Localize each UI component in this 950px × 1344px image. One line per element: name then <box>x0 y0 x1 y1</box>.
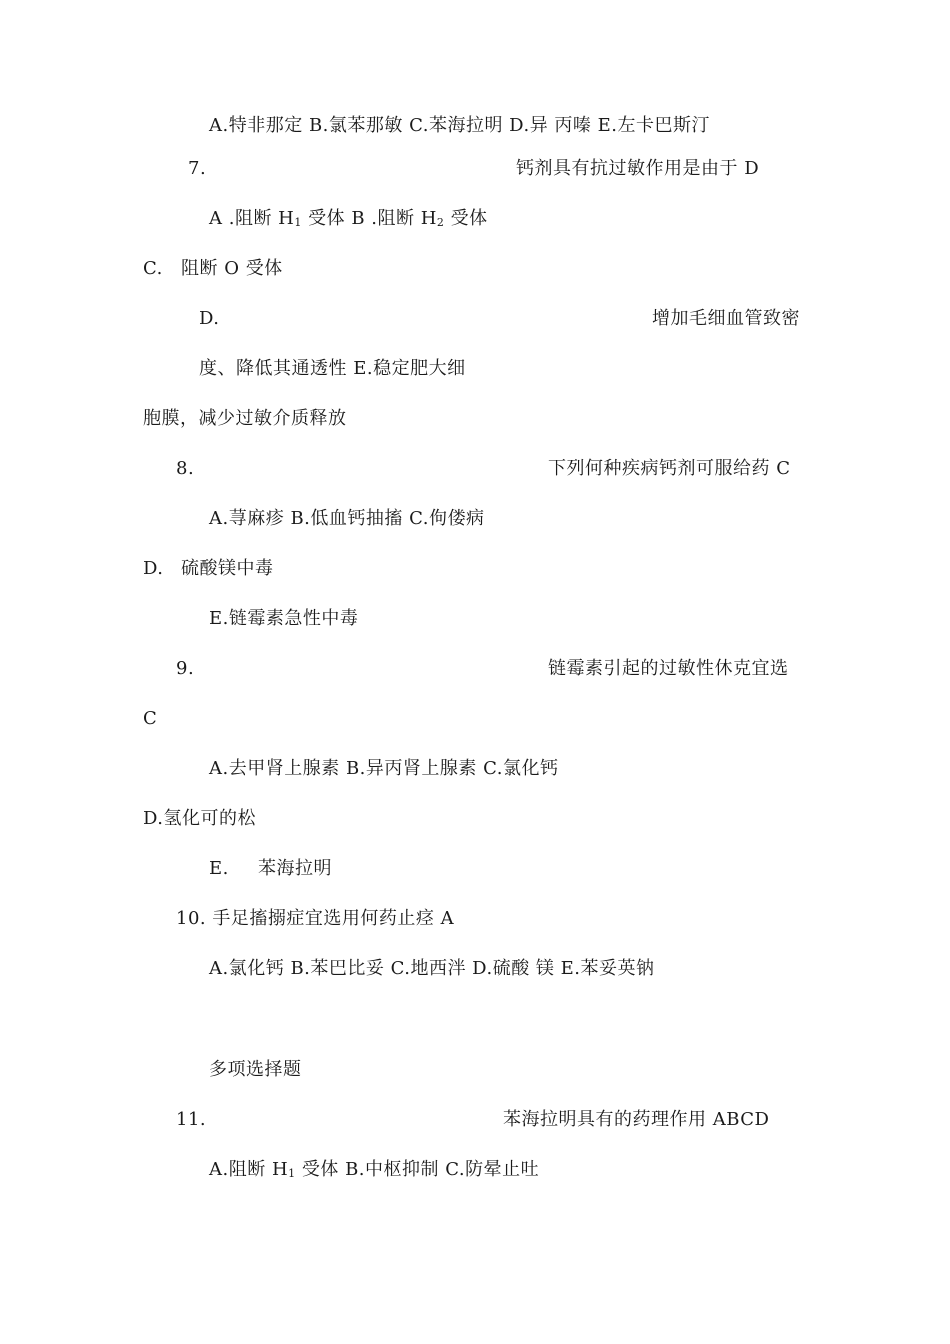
q11-option-rest: 受体 B.中枢抑制 C.防晕止吐 <box>295 1159 540 1180</box>
q8-options-abc: A.荨麻疹 B.低血钙抽搐 C.佝偻病 <box>209 508 485 529</box>
q10-options: A.氯化钙 B.苯巴比妥 C.地西泮 D.硫酸 镁 E.苯妥英钠 <box>209 958 655 979</box>
q8-number: 8. <box>176 458 195 479</box>
q7-subscript-1: 1 <box>294 216 302 229</box>
q7-subscript-2: 2 <box>436 216 445 229</box>
q11-subscript-1: 1 <box>288 1167 296 1180</box>
q7-option-d-text: 增加毛细血管致密 <box>652 308 800 329</box>
q11-number: 11. <box>176 1109 207 1130</box>
q7-number: 7. <box>188 158 207 179</box>
q7-option-d-continued: 度、降低其通透性 E.稳定肥大细 <box>199 358 466 379</box>
q7-options-ab <box>209 207 488 235</box>
q9-answer: C <box>143 708 158 729</box>
q7-option-b: 受体 B .阻断 H <box>301 208 437 229</box>
q7-option-c-text: 阻断 O 受体 <box>181 258 283 279</box>
q8-option-d-label: D. <box>143 558 164 579</box>
q9-number: 9. <box>176 658 195 679</box>
q11-options <box>209 1158 539 1186</box>
q10-question: 10. 手足搐搦症宜选用何药止痉 A <box>176 908 455 929</box>
q7-option-b-end: 受体 <box>444 208 488 229</box>
q11-question: 苯海拉明具有的药理作用 ABCD <box>503 1109 770 1130</box>
q8-option-d-text: 硫酸镁中毒 <box>181 558 274 579</box>
q8-option-e: E.链霉素急性中毒 <box>209 608 359 629</box>
q9-option-d: D.氢化可的松 <box>143 808 257 829</box>
q7-option-c-label: C. <box>143 258 163 279</box>
q9-question: 链霉素引起的过敏性休克宜选 <box>548 658 789 679</box>
q9-option-e-label: E. <box>209 858 229 879</box>
q7-option-a: A .阻断 H <box>209 208 295 229</box>
q9-options-abc: A.去甲肾上腺素 B.异丙肾上腺素 C.氯化钙 <box>209 758 559 779</box>
q7-question: 钙剂具有抗过敏作用是由于 D <box>516 158 760 179</box>
q7-option-e-continued: 胞膜，减少过敏介质释放 <box>143 408 347 429</box>
q11-option-a: A.阻断 H <box>209 1159 289 1180</box>
q8-question: 下列何种疾病钙剂可服给药 C <box>548 458 791 479</box>
section-heading: 多项选择题 <box>209 1059 302 1080</box>
q7-option-d-label: D. <box>199 308 220 329</box>
q9-option-e-text: 苯海拉明 <box>258 858 332 879</box>
q6-options: A.特非那定 B.氯苯那敏 C.苯海拉明 D.异 丙嗪 E.左卡巴斯汀 <box>209 115 711 136</box>
